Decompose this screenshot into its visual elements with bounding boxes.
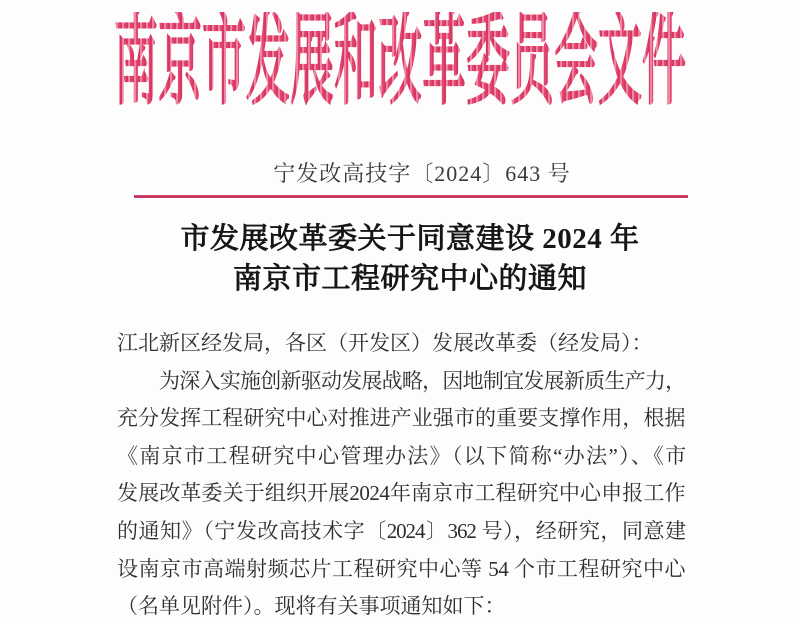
- letterhead-title: 南京市发展和改革委员会文件: [0, 12, 800, 113]
- body-line: 发展改革委关于组织开展2024年南京市工程研究中心申报工作: [117, 481, 685, 506]
- body-line: 设南京市高端射频芯片工程研究中心等 54 个市工程研究中心: [117, 556, 685, 581]
- body-line-closing: （名单见附件）。现将有关事项通知如下：: [117, 594, 506, 619]
- body-line: 为深入实施创新驱动发展战略，因地制宜发展新质生产力，: [159, 368, 685, 393]
- body-line-salutation: 江北新区经发局，各区（开发区）发展改革委（经发局）：: [117, 331, 653, 355]
- notice-title-line-1: 市发展改革委关于同意建设 2024 年: [180, 223, 640, 255]
- body-line: 《南京市工程研究中心管理办法》（以下简称“办法”）、《市: [117, 443, 685, 468]
- document-number: 宁发改高技字〔2024〕643 号: [273, 161, 571, 186]
- notice-title: [10, 219, 800, 299]
- notice-title-line-2: 南京市工程研究中心的通知: [232, 263, 587, 295]
- body-line: 充分发挥工程研究中心对推进产业强市的重要支撑作用，根据: [117, 406, 685, 431]
- notice-body: [117, 325, 685, 623]
- red-divider-line: [134, 195, 688, 198]
- body-line: 的通知》（宁发改高技术字〔2024〕362 号），经研究，同意建: [117, 518, 685, 543]
